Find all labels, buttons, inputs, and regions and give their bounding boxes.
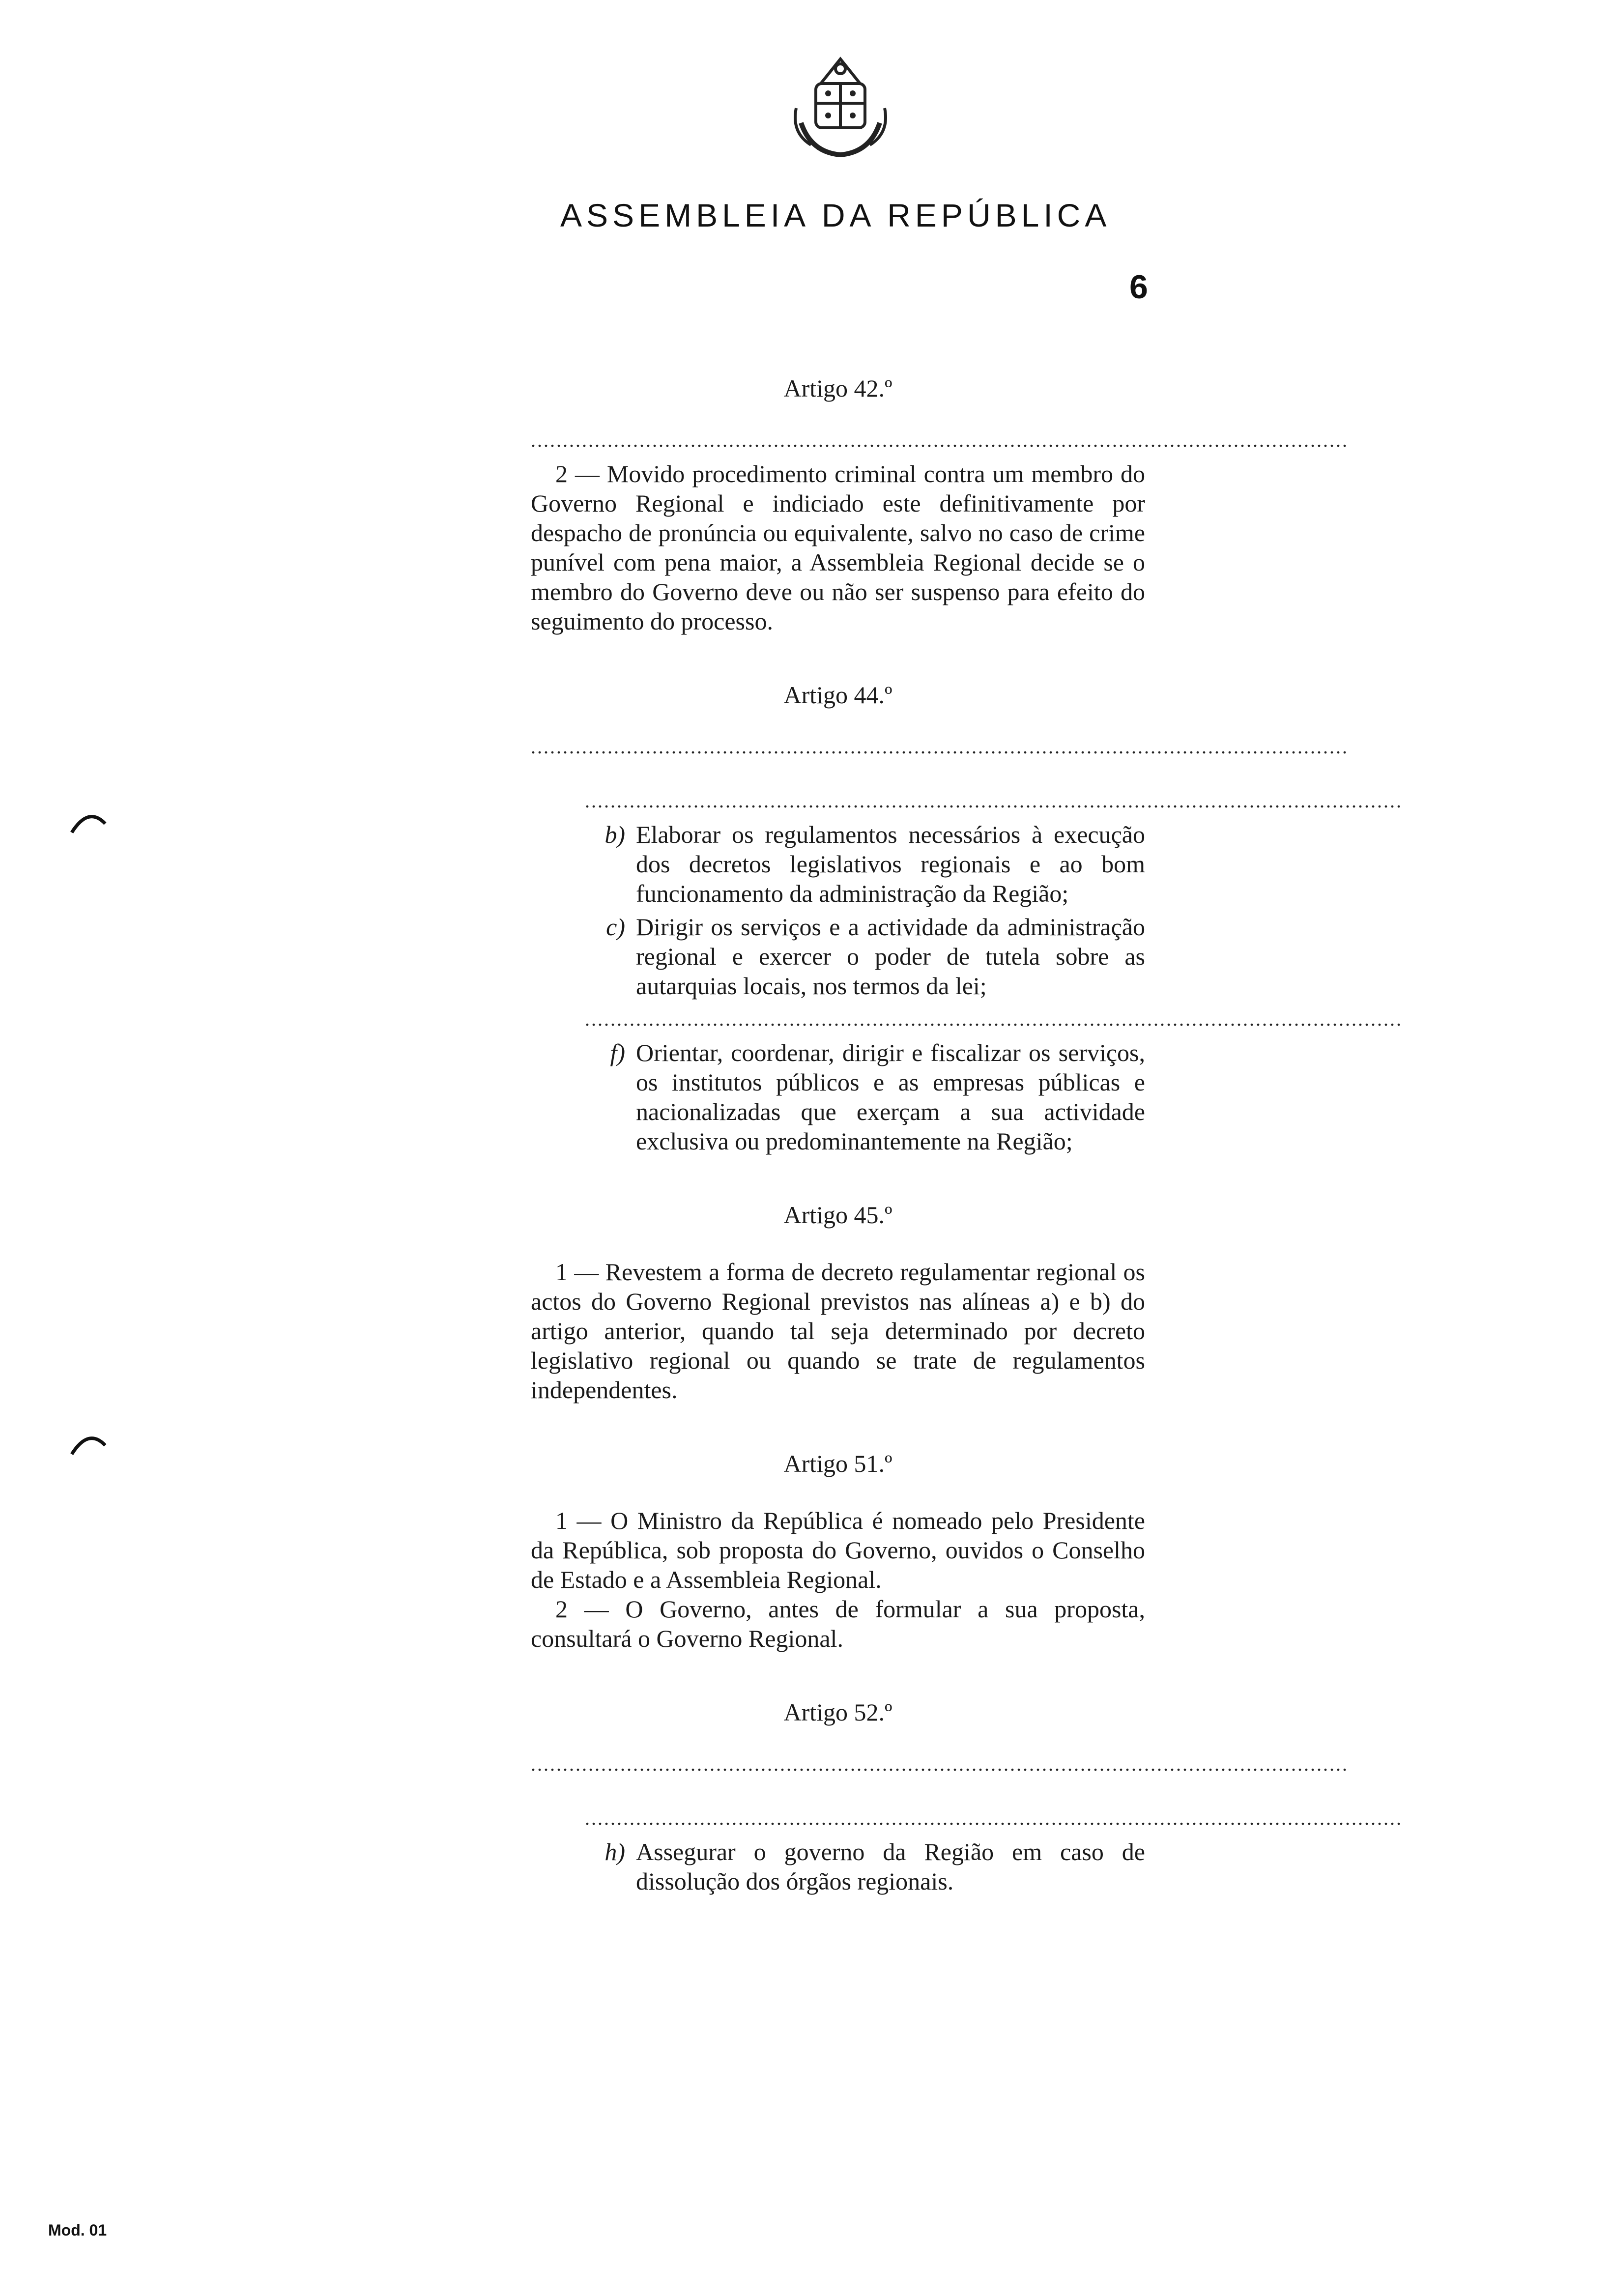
alinea-letter: c): [606, 913, 625, 941]
institution-title: ASSEMBLEIA DA REPÚBLICA: [560, 197, 1111, 233]
alinea-letter: h): [604, 1838, 625, 1866]
ellipsis-separator: ................................................................................................................................: [585, 1807, 1403, 1829]
alinea-text: Assegurar o governo da Região em caso de dissolução dos órgãos regionais.: [636, 1838, 1145, 1895]
alinea-text: Dirigir os serviços e a actividade da administração regional e exercer o poder de tutela sobre as autarquias locais, nos termos da lei;: [636, 913, 1145, 1000]
article-paragraph: 1 — O Ministro da República é nomeado pelo Presidente da República, sob proposta do Governo, ouvidos o Conselho de Estado e a Assembleia Regional.: [531, 1507, 1145, 1593]
article-paragraph: 2 — Movido procedimento criminal contra um membro do Governo Regional e indiciado este definitivamente por despacho de pronúncia ou equivalente, salvo no caso de crime punível com pena maior, a Assembleia Regional decide se o membro do Governo deve ou não ser suspenso para efeito do seguimento do processo.: [531, 460, 1145, 635]
page-number: 6: [1129, 268, 1148, 306]
ellipsis-separator: ................................................................................................................................: [585, 1008, 1403, 1030]
form-model-label: Mod. 01: [48, 2221, 107, 2239]
article-heading: Artigo 51.º: [783, 1450, 892, 1477]
article-heading: Artigo 52.º: [783, 1698, 892, 1726]
article-heading: Artigo 44.º: [783, 681, 892, 709]
alinea-text: Elaborar os regulamentos necessários à execução dos decretos legislativos regionais e ao bom funcionamento da administração da Região;: [636, 821, 1145, 907]
article-alinea: [585, 1038, 1145, 1156]
article-heading: Artigo 42.º: [783, 374, 892, 402]
coat-of-arms-icon: [781, 49, 899, 162]
ellipsis-separator: ................................................................................................................................: [531, 736, 1349, 758]
article-alinea: [585, 820, 1145, 908]
alinea-text: Orientar, coordenar, dirigir e fiscalizar os serviços, os institutos públicos e as empresas públicas e nacionalizadas que exerçam a sua actividade exclusiva ou predominantemente na Região;: [636, 1039, 1145, 1155]
alinea-letter: b): [604, 821, 625, 848]
ellipsis-separator: ................................................................................................................................: [531, 429, 1349, 451]
ellipsis-separator: ................................................................................................................................: [531, 1753, 1349, 1775]
ellipsis-separator: ................................................................................................................................: [585, 790, 1403, 812]
article-alinea: [585, 1837, 1145, 1896]
article-heading: Artigo 45.º: [783, 1201, 892, 1229]
alinea-letter: f): [610, 1039, 625, 1066]
document-body: [531, 373, 1403, 1900]
punch-hole-mark-icon: [69, 1433, 108, 1457]
article-alinea: [585, 912, 1145, 1001]
article-paragraph: 1 — Revestem a forma de decreto regulamentar regional os actos do Governo Regional previstos nas alíneas a) e b) do artigo anterior, quando tal seja determinado por decreto legislativo regional ou quando se trate de regulamentos independentes.: [531, 1258, 1145, 1404]
article-paragraph: 2 — O Governo, antes de formular a sua proposta, consultará o Governo Regional.: [531, 1595, 1145, 1652]
punch-hole-mark-icon: [69, 811, 108, 835]
